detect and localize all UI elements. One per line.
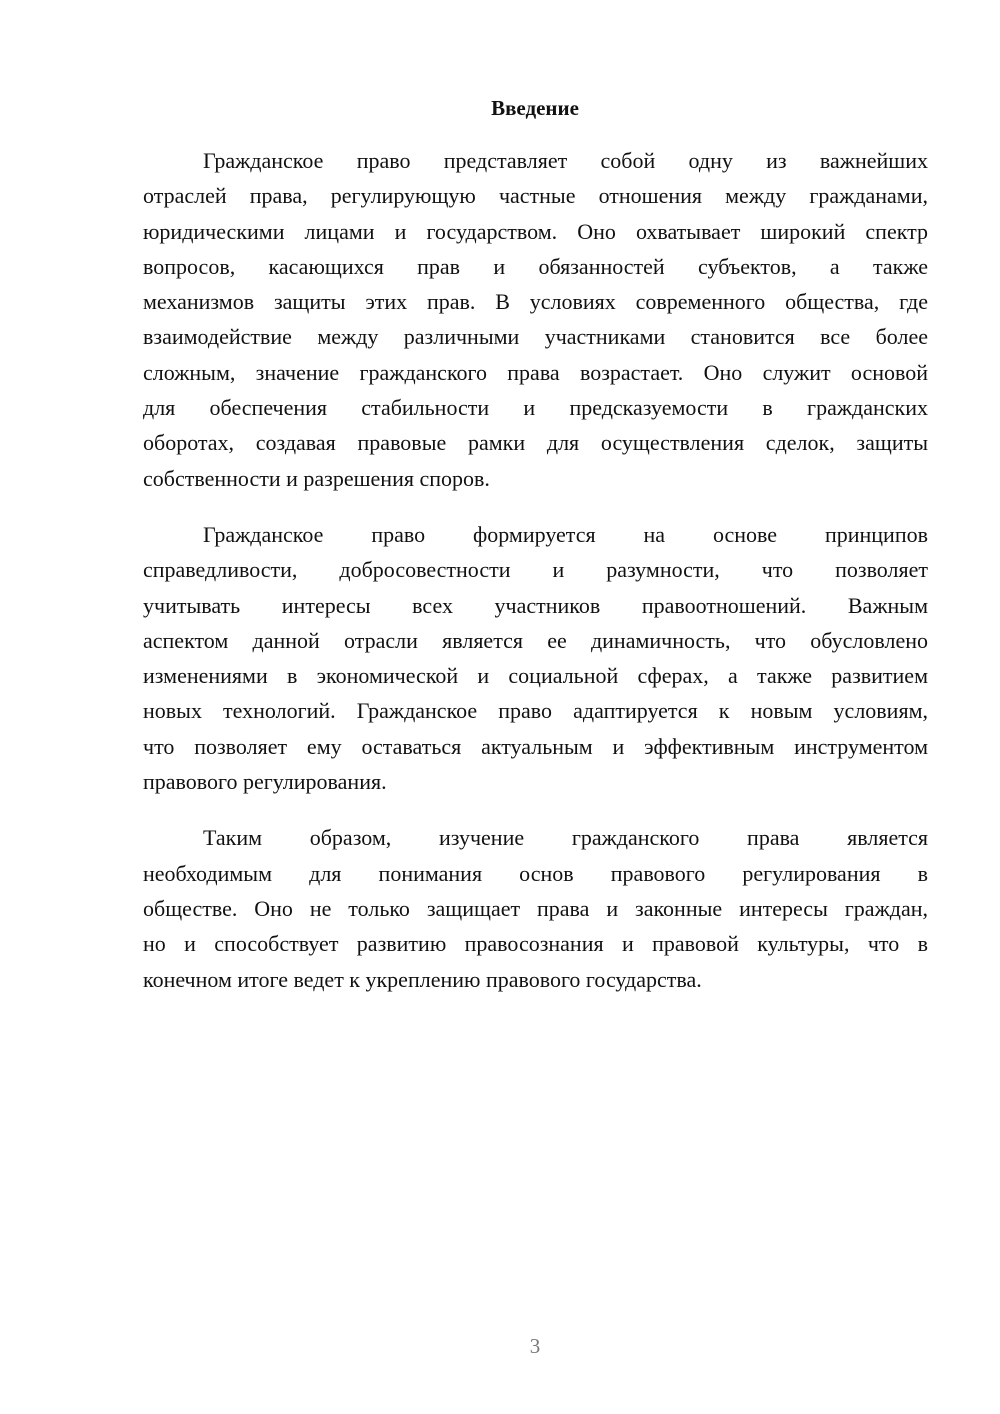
text-line: оборотах, создавая правовые рамки для осуществления сделок, защиты [143,430,928,456]
text-line: но и способствует развитию правосознания и правовой культуры, что в [143,931,928,957]
text-line: взаимодействие между различными участниками становится все более [143,324,928,350]
text-line: необходимым для понимания основ правового регулирования в [143,860,928,886]
text-line: новых технологий. Гражданское право адаптируется к новым условиям, [143,698,928,724]
paragraph [143,143,928,496]
text-line: Гражданское право представляет собой одну из важнейших [203,148,928,173]
text-line: юридическими лицами и государством. Оно охватывает широкий спектр [143,218,928,244]
text-line: для обеспечения стабильности и предсказуемости в гражданских [143,395,928,421]
text-line: обществе. Оно не только защищает права и законные интересы граждан, [143,895,928,921]
text-line: учитывать интересы всех участников правоотношений. Важным [143,592,928,618]
text-line: вопросов, касающихся прав и обязанностей субъектов, а также [143,253,928,279]
text-line: аспектом данной отрасли является ее динамичность, что обусловлено [143,627,928,653]
text-line: справедливости, добросовестности и разумности, что позволяет [143,557,928,583]
page-number: 3 [529,1334,541,1358]
text-line: Гражданское право формируется на основе принципов [203,521,928,547]
text-line: механизмов защиты этих прав. В условиях современного общества, где [143,289,928,315]
text-line: конечном итоге ведет к укреплению правового государства. [143,966,702,992]
text-line: изменениями в экономической и социальной сферах, а также развитием [143,663,928,689]
page-title: Введение [491,96,579,120]
document-body [143,143,928,1018]
paragraph [143,517,928,799]
text-line: собственности и разрешения споров. [143,465,490,491]
paragraph [143,820,928,996]
text-line: сложным, значение гражданского права возрастает. Оно служит основой [143,359,928,385]
text-line: что позволяет ему оставаться актуальным и эффективным инструментом [143,733,928,759]
text-line: правового регулирования. [143,769,387,795]
text-line: Таким образом, изучение гражданского права является [203,825,928,851]
text-line: отраслей права, регулирующую частные отношения между гражданами, [143,183,928,209]
